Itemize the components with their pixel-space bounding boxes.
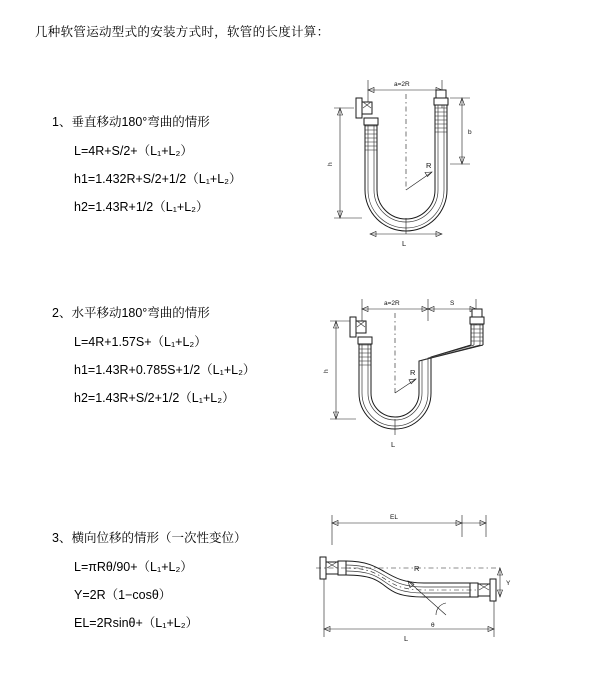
- case-2-title: 2、水平移动180°弯曲的情形: [52, 306, 210, 320]
- case-3-formula-3: EL=2Rsinθ+（L₁+L₂）: [74, 616, 199, 630]
- svg-text:θ: θ: [431, 622, 435, 629]
- case-3-title: 3、横向位移的情形（一次性变位）: [52, 531, 247, 545]
- case-1-block: [52, 112, 242, 225]
- svg-text:L: L: [391, 440, 396, 449]
- figure-vertical-180-bend: [310, 68, 515, 268]
- svg-text:R: R: [414, 564, 420, 573]
- case-3-formula-2: Y=2R（1−cosθ）: [74, 588, 172, 602]
- case-2-block: [52, 303, 255, 416]
- svg-text:h: h: [323, 369, 330, 373]
- case-2-formula-3: h2=1.43R+S/2+1/2（L₁+L₂）: [74, 391, 235, 405]
- svg-text:S: S: [450, 300, 455, 307]
- case-3-formula-1: L=πRθ/90+（L₁+L₂）: [74, 560, 193, 574]
- case-3-block: [52, 528, 246, 641]
- case-2-formula-1: L=4R+1.57S+（L₁+L₂）: [74, 335, 207, 349]
- figure-lateral-offset: [300, 505, 515, 645]
- svg-text:R: R: [410, 368, 416, 377]
- svg-text:Y: Y: [506, 580, 511, 587]
- page-title: 几种软管运动型式的安装方式时，软管的长度计算：: [35, 25, 330, 39]
- case-1-formula-3: h2=1.43R+1/2（L₁+L₂）: [74, 200, 209, 214]
- svg-text:L: L: [402, 239, 407, 248]
- case-2-formula-2: h1=1.43R+0.785S+1/2（L₁+L₂）: [74, 363, 256, 377]
- case-1-title: 1、垂直移动180°弯曲的情形: [52, 115, 210, 129]
- svg-text:h: h: [327, 162, 334, 166]
- svg-text:a=2R: a=2R: [394, 81, 410, 88]
- svg-text:a=2R: a=2R: [384, 300, 400, 307]
- svg-text:EL: EL: [390, 514, 398, 521]
- svg-text:R: R: [426, 161, 432, 170]
- svg-text:b: b: [468, 129, 472, 136]
- case-1-formula-1: L=4R+S/2+（L₁+L₂）: [74, 144, 193, 158]
- svg-text:L: L: [404, 634, 409, 643]
- case-1-formula-2: h1=1.432R+S/2+1/2（L₁+L₂）: [74, 172, 242, 186]
- figure-horizontal-180-bend: [310, 285, 515, 465]
